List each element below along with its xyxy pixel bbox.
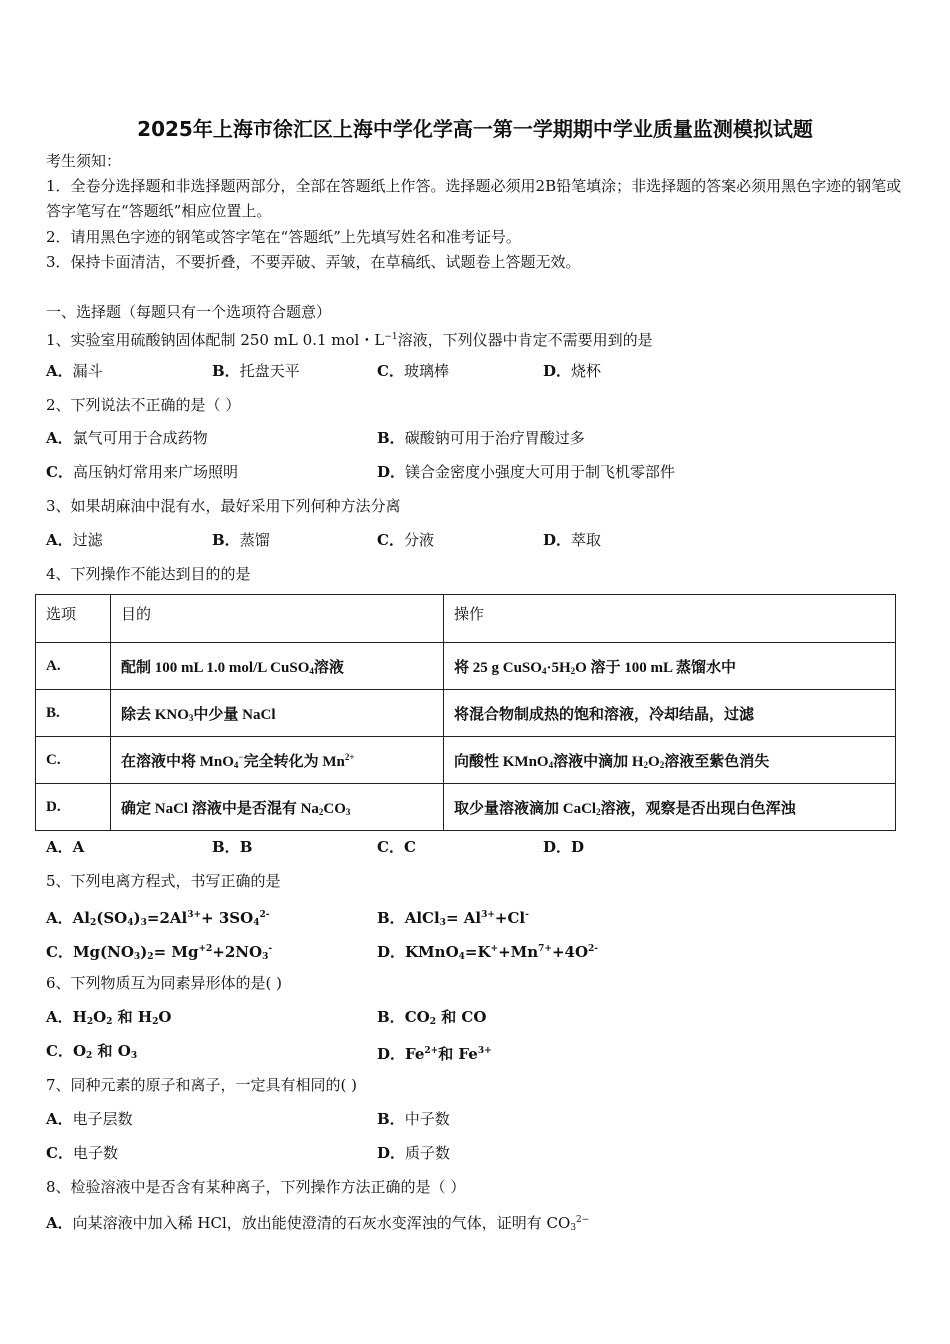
option-b[interactable]: B．中子数 [377, 1110, 450, 1128]
question-2-options-row-2 [46, 462, 904, 482]
row-purpose: 配制 100 mL 1.0 mol/L CuSO$_4$溶液 [111, 643, 444, 690]
table-row [36, 737, 896, 784]
notice-item-3: 3．保持卡面清洁，不要折叠，不要弄破、弄皱，在草稿纸、试题卷上答题无效。 [46, 253, 581, 271]
question-3-stem: 3、如果胡麻油中混有水，最好采用下列何种方法分离 [46, 497, 401, 515]
option-d[interactable]: D．萃取 [543, 531, 602, 549]
option-c[interactable]: C．$Mg(NO_3)_2= Mg^{+2}+2NO_3^-$ [46, 943, 273, 962]
header-purpose: 目的 [111, 595, 444, 643]
question-1-options [46, 361, 904, 381]
row-key: D. [36, 784, 111, 831]
question-5-stem: 5、下列电离方程式，书写正确的是 [46, 872, 281, 890]
question-2-stem: 2、下列说法不正确的是（ ） [46, 396, 241, 414]
header-option: 选项 [36, 595, 111, 643]
option-a[interactable]: A．电子层数 [46, 1110, 133, 1128]
option-a[interactable]: A．氯气可用于合成药物 [46, 429, 208, 447]
row-operation: 取少量溶液滴加 CaCl$_2$溶液，观察是否出现白色浑浊 [444, 784, 896, 831]
row-purpose: 在溶液中将 MnO$_4$−完全转化为 $Mn^{2+}$ [111, 737, 444, 784]
option-c[interactable]: C．电子数 [46, 1144, 118, 1162]
row-key: A. [36, 643, 111, 690]
notice-heading: 考生须知： [46, 152, 122, 170]
option-d[interactable]: D．烧杯 [543, 362, 602, 380]
option-a[interactable]: A．A [46, 838, 85, 856]
row-key: B. [36, 690, 111, 737]
row-operation: 将混合物制成热的饱和溶液，冷却结晶，过滤 [444, 690, 896, 737]
option-d[interactable]: D．质子数 [377, 1144, 451, 1162]
option-c[interactable]: C．玻璃棒 [377, 362, 449, 380]
option-b[interactable]: B．蒸馏 [212, 531, 270, 549]
table-row [36, 643, 896, 690]
option-c[interactable]: C．C [377, 838, 416, 856]
option-a[interactable]: A．漏斗 [46, 362, 103, 380]
option-b[interactable]: B．碳酸钠可用于治疗胃酸过多 [377, 429, 585, 447]
question-7-stem: 7、同种元素的原子和离子，一定具有相同的( ) [46, 1076, 358, 1094]
question-7-options-row-2 [46, 1143, 904, 1163]
notice-item-1: 1．全卷分选择题和非选择题两部分，全部在答题纸上作答。选择题必须用2B铅笔填涂；非选择题的答案必须用黑色字迹的钢笔或答字笔写在“答题纸”相应位置上。 [46, 177, 902, 220]
option-b[interactable]: B．托盘天平 [212, 362, 300, 380]
option-a[interactable]: A．$Al_2(SO_4)_3=2Al^{3+}+ 3SO_4^{2-}$ [46, 909, 270, 928]
row-operation: 将 25 g $CuSO_4\cdot 5H_2O$ 溶于 100 mL 蒸馏水中 [444, 643, 896, 690]
option-d[interactable]: D．$Fe^{2+}$和 $Fe^{3+}$ [377, 1045, 492, 1063]
table-row [36, 690, 896, 737]
question-4-options [46, 837, 904, 857]
question-5-options-row-1 [46, 905, 904, 928]
table-row [36, 784, 896, 831]
question-4-stem: 4、下列操作不能达到目的的是 [46, 565, 251, 583]
question-5-options-row-2 [46, 939, 904, 962]
question-8-option-a[interactable]: A．向某溶液中加入稀 HCl，放出能使澄清的石灰水变浑浊的气体，证明有 $CO_3^{2-}$ [46, 1214, 590, 1233]
question-6-options-row-1 [46, 1007, 904, 1027]
section-title: 一、选择题（每题只有一个选项符合题意） [46, 303, 332, 321]
option-c[interactable]: C．分液 [377, 531, 434, 549]
question-4-table [35, 594, 896, 831]
option-b[interactable]: B．$CO_2$ 和 CO [377, 1008, 487, 1027]
question-3-options [46, 530, 904, 550]
option-d[interactable]: D．D [543, 838, 585, 856]
question-7-options-row-1 [46, 1109, 904, 1129]
header-operation: 操作 [444, 595, 896, 643]
option-d[interactable]: D．镁合金密度小强度大可用于制飞机零部件 [377, 463, 676, 481]
option-d[interactable]: D．$KMnO_4=K^++Mn^{7+}+4O^{2-}$ [377, 943, 599, 962]
question-8-stem: 8、检验溶液中是否含有某种离子，下列操作方法正确的是（ ） [46, 1178, 466, 1196]
option-c[interactable]: C．$O_2$ 和 $O_3$ [46, 1042, 138, 1061]
row-key: C. [36, 737, 111, 784]
option-b[interactable]: B．AlCl$_3$= $Al^{3+}+Cl^-$ [377, 909, 529, 928]
page-title: 2025年上海市徐汇区上海中学化学高一第一学期期中学业质量监测模拟试题 [137, 117, 813, 141]
option-a[interactable]: A．过滤 [46, 531, 103, 549]
question-6-options-row-2 [46, 1041, 904, 1061]
notice-item-2: 2．请用黑色字迹的钢笔或答字笔在“答题纸”上先填写姓名和准考证号。 [46, 228, 521, 246]
question-2-options-row-1 [46, 428, 904, 448]
row-purpose: 确定 NaCl 溶液中是否混有 $Na_2CO_3$ [111, 784, 444, 831]
question-6-stem: 6、下列物质互为同素异形体的是( ) [46, 974, 283, 992]
table-header-row [36, 595, 896, 643]
option-a[interactable]: A．$H_2O_2$ 和 $H_2O$ [46, 1008, 172, 1027]
option-c[interactable]: C．高压钠灯常用来广场照明 [46, 463, 238, 481]
option-b[interactable]: B．B [212, 838, 253, 856]
row-operation: 向酸性 KMnO$_4$溶液中滴加 $H_2O_2$溶液至紫色消失 [444, 737, 896, 784]
question-1-stem: 1、实验室用硫酸钠固体配制 250 mL 0.1 mol・$L^{-1}$溶液，下列仪器中肯定不需要用到的是 [46, 331, 653, 349]
row-purpose: 除去 $KNO_3$中少量 NaCl [111, 690, 444, 737]
